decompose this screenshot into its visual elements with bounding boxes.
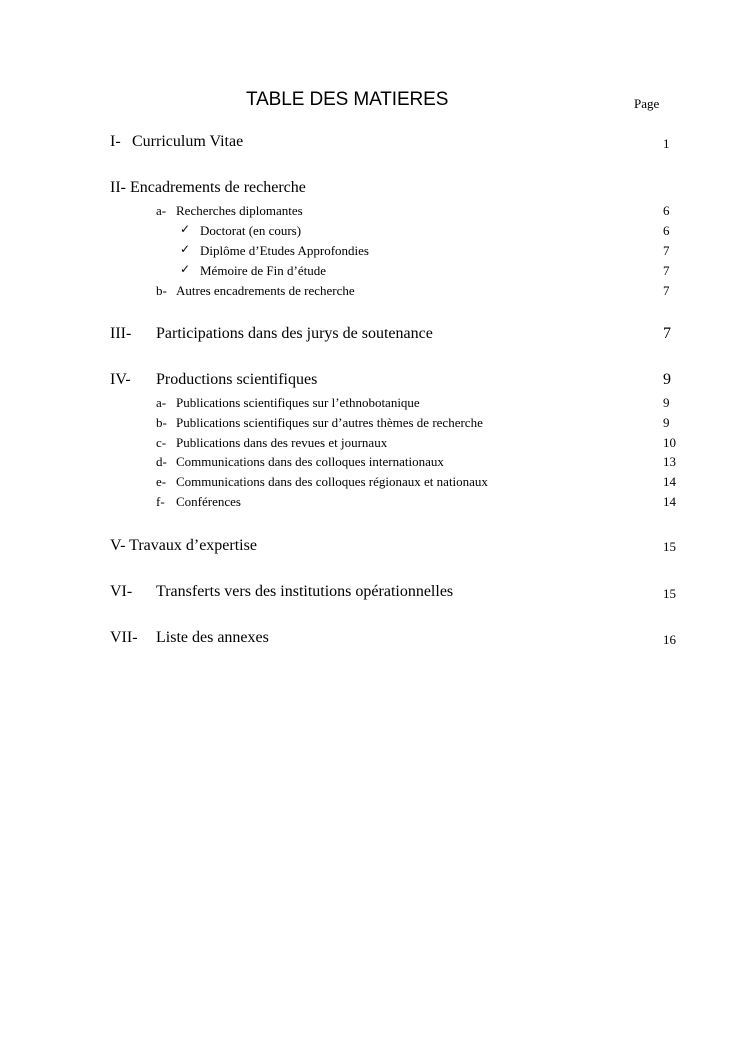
section-number: VII- [110,629,138,646]
section-number: I- [110,133,121,150]
section-number: VI- [110,583,133,600]
page-number: 1 [663,136,670,151]
subsection-title: Communications dans des colloques régionaux et nationaux [176,474,488,489]
subsection-letter: f- [156,494,165,509]
checkmark-icon: ✓ [180,242,191,256]
subsection-letter: a- [156,203,167,218]
page-number: 9 [663,371,671,388]
checkmark-icon: ✓ [180,262,191,276]
section-number: III- [110,325,132,342]
subsection-title: Autres encadrements de recherche [176,283,355,298]
page-number: 9 [663,415,670,430]
page-number: 7 [663,243,670,258]
page-number: 14 [663,474,676,489]
page-number: 6 [663,203,670,218]
subsection-letter: a- [156,395,167,410]
section-title: II- Encadrements de recherche [110,179,306,196]
page-number: 10 [663,435,676,450]
section-title: Curriculum Vitae [132,133,244,150]
page-number: 15 [663,586,676,601]
list-item: Mémoire de Fin d’étude [200,263,326,278]
page-number: 7 [663,325,671,342]
section-title: Transferts vers des institutions opérationnelles [156,583,454,600]
page-number: 9 [663,395,670,410]
page-number: 7 [663,283,670,298]
page-number: 16 [663,632,676,647]
subsection-title: Publications dans des revues et journaux [176,435,388,450]
section-title: Productions scientifiques [156,371,318,388]
section-title: Liste des annexes [156,629,269,646]
section-title: V- Travaux d’expertise [110,537,257,554]
subsection-letter: b- [156,415,167,430]
subsection-title: Recherches diplomantes [176,203,303,218]
page-number: 15 [663,539,676,554]
subsection-title: Communications dans des colloques internationaux [176,454,444,469]
subsection-letter: e- [156,474,167,489]
list-item: Doctorat (en cours) [200,223,302,238]
page-number: 6 [663,223,670,238]
toc-title: TABLE DES MATIERES [246,89,449,110]
list-item: Diplôme d’Etudes Approfondies [200,243,369,258]
page-number: 13 [663,454,676,469]
subsection-letter: d- [156,454,167,469]
section-title: Participations dans des jurys de soutenance [156,325,433,342]
subsection-letter: c- [156,435,167,450]
page-number: 7 [663,263,670,278]
subsection-title: Publications scientifiques sur d’autres thèmes de recherche [176,415,483,430]
checkmark-icon: ✓ [180,222,191,236]
subsection-letter: b- [156,283,167,298]
subsection-title: Conférences [176,494,241,509]
page-number: 14 [663,494,676,509]
subsection-title: Publications scientifiques sur l’ethnobotanique [176,395,420,410]
section-number: IV- [110,371,131,388]
page-column-header: Page [634,96,660,111]
